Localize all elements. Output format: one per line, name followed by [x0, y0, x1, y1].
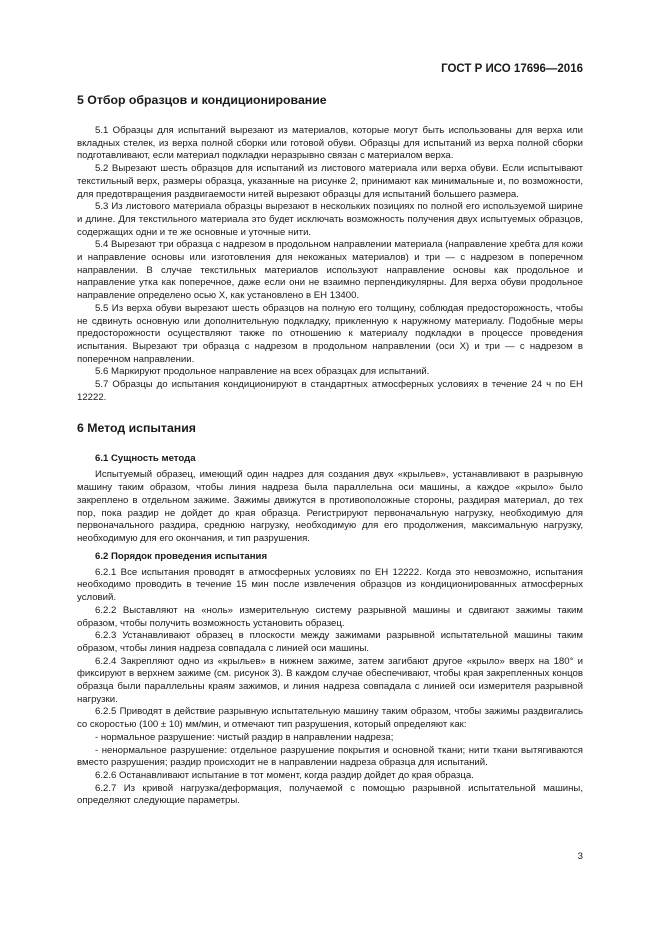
subsection-6-1-title: 6.1 Сущность метода — [95, 453, 196, 465]
paragraph-6-2-6: 6.2.6 Останавливают испытание в тот момент, когда раздир дойдет до края образца. — [95, 769, 474, 781]
paragraph-5-3: 5.3 Из листового материала образцы вырезают в нескольких позициях по полной его используемой ширине и длине. Для текстильного материала это будет исключать возможность получения двух испытуемых образцов, содержащих одни и те же основные и уточные нити. — [77, 201, 583, 238]
paragraph-5-2: 5.2 Вырезают шесть образцов для испытаний из листового материала или верха обуви. Если испытывают текстильный верх, размеры образца, указанные на рисунке 2, принимают как минимальные и, по возможности, для предотвращения раздвигаемости нитей вырезают образцы для испытаний большего размера. — [77, 163, 583, 200]
paragraph-5-7: 5.7 Образцы до испытания кондиционируют в стандартных атмосферных условиях в течение 24 ч по ЕН 12222. — [77, 379, 583, 403]
page-number: 3 — [577, 851, 583, 862]
section-6-title: 6 Метод испытания — [77, 421, 196, 436]
failure-type-list — [77, 732, 583, 770]
page-content — [77, 92, 583, 808]
paragraph-6-2-5: 6.2.5 Приводят в действие разрывную испытательную машину таким образом, чтобы зажимы раздвигались со скоростью (100 ± 10) мм/мин, и отмечают тип разрушения, который определяют как: — [77, 706, 583, 731]
subsection-6-2-title: 6.2 Порядок проведения испытания — [95, 550, 268, 562]
list-item: - нормальное разрушение: чистый раздир в направлении надреза; — [95, 731, 394, 743]
paragraph-5-5: 5.5 Из верха обуви вырезают шесть образцов на полную его толщину, соблюдая предосторожность, чтобы не сдвинуть основную или дополнительную подкладку, прикленную к наружному материалу. Подобные меры предосторожности осуществляют также по отношению к материалу подкладки в процессе проведения испытания. Вырезают три образца с надрезом в продольном направлении (оси X) и три — с надрезом в поперечном направлении. — [77, 302, 583, 365]
paragraph-5-1: 5.1 Образцы для испытаний вырезают из материалов, которые могут быть использованы для верха или вкладных стелек, из верха полной сборки или готовой обуви. Образцы для испытаний из верха полной сборки подготавливают, если материал подкладки неразрывно связан с материалом верха. — [77, 125, 583, 162]
paragraph-6-1: Испытуемый образец, имеющий один надрез для создания двух «крыльев», устанавливают в разрывную машину таким образом, чтобы линия надреза была параллельна оси машины, а каждое «крыло» было закреплено в отдельном зажиме. Зажимы движутся в противоположные стороны, раздирая материал, до тех пор, пока раздир не дойдет до края образца. Регистрируют первоначальную нагрузку, необходимую для первоначального раздира, среднюю нагрузку, необходимую для его продолжения, максимальную нагрузку, необходимую для его окончания, и тип разрушения. — [77, 469, 583, 544]
section-5-title: 5 Отбор образцов и кондиционирование — [77, 93, 327, 107]
paragraph-5-4: 5.4 Вырезают три образца с надрезом в продольном направлении материала (направление хребта для кожи и направление основы или изготовления для некожаных материалов) и три — с надрезом в поперечном направлении. В случае текстильных материалов используют направление основы как продольное и направление утка как поперечное, даже если они не взаимно перпендикулярны. Для верха обуви продольное направление определено осью X, как установлено в ЕН 13400. — [77, 239, 583, 302]
paragraph-6-2-1: 6.2.1 Все испытания проводят в атмосферных условиях по ЕН 12222. Когда это невозможно, испытания необходимо проводить в течение 15 мин после извлечения образцов из кондиционированных атмосферных условий. — [77, 566, 583, 604]
paragraph-6-2-4: 6.2.4 Закрепляют одно из «крыльев» в нижнем зажиме, затем загибают другое «крыло» вверх на 180° и фиксируют в верхнем зажиме (см. рисунок 3). В каждом случае обеспечивают, чтобы края закрепленных концов образца были параллельны краям зажимов, и линия надреза совпадала с линией оси измерителя разрывной нагрузки. — [77, 655, 583, 705]
paragraph-6-2-3: 6.2.3 Устанавливают образец в плоскости между зажимами разрывной испытательной машины таким образом, чтобы линия надреза совпадала с линией оси машины. — [77, 630, 583, 654]
document-code-header: ГОСТ Р ИСО 17696—2016 — [441, 63, 583, 75]
paragraph-6-2-7: 6.2.7 Из кривой нагрузка/деформация, получаемой с помощью разрывной испытательной машины, определяют следующие параметры. — [77, 782, 583, 807]
paragraph-5-6: 5.6 Маркируют продольное направление на всех образцах для испытаний. — [95, 366, 430, 378]
list-item: - ненормальное разрушение: отдельное разрушение покрытия и основной ткани; нити ткани вытягиваются вместо разрушения; раздир происходит не в направлении надреза образца для испытаний. — [77, 744, 583, 769]
paragraph-6-2-2: 6.2.2 Выставляют на «ноль» измерительную систему разрывной машины и сдвигают зажимы таким образом, чтобы получить возможность установить образец. — [77, 604, 583, 629]
